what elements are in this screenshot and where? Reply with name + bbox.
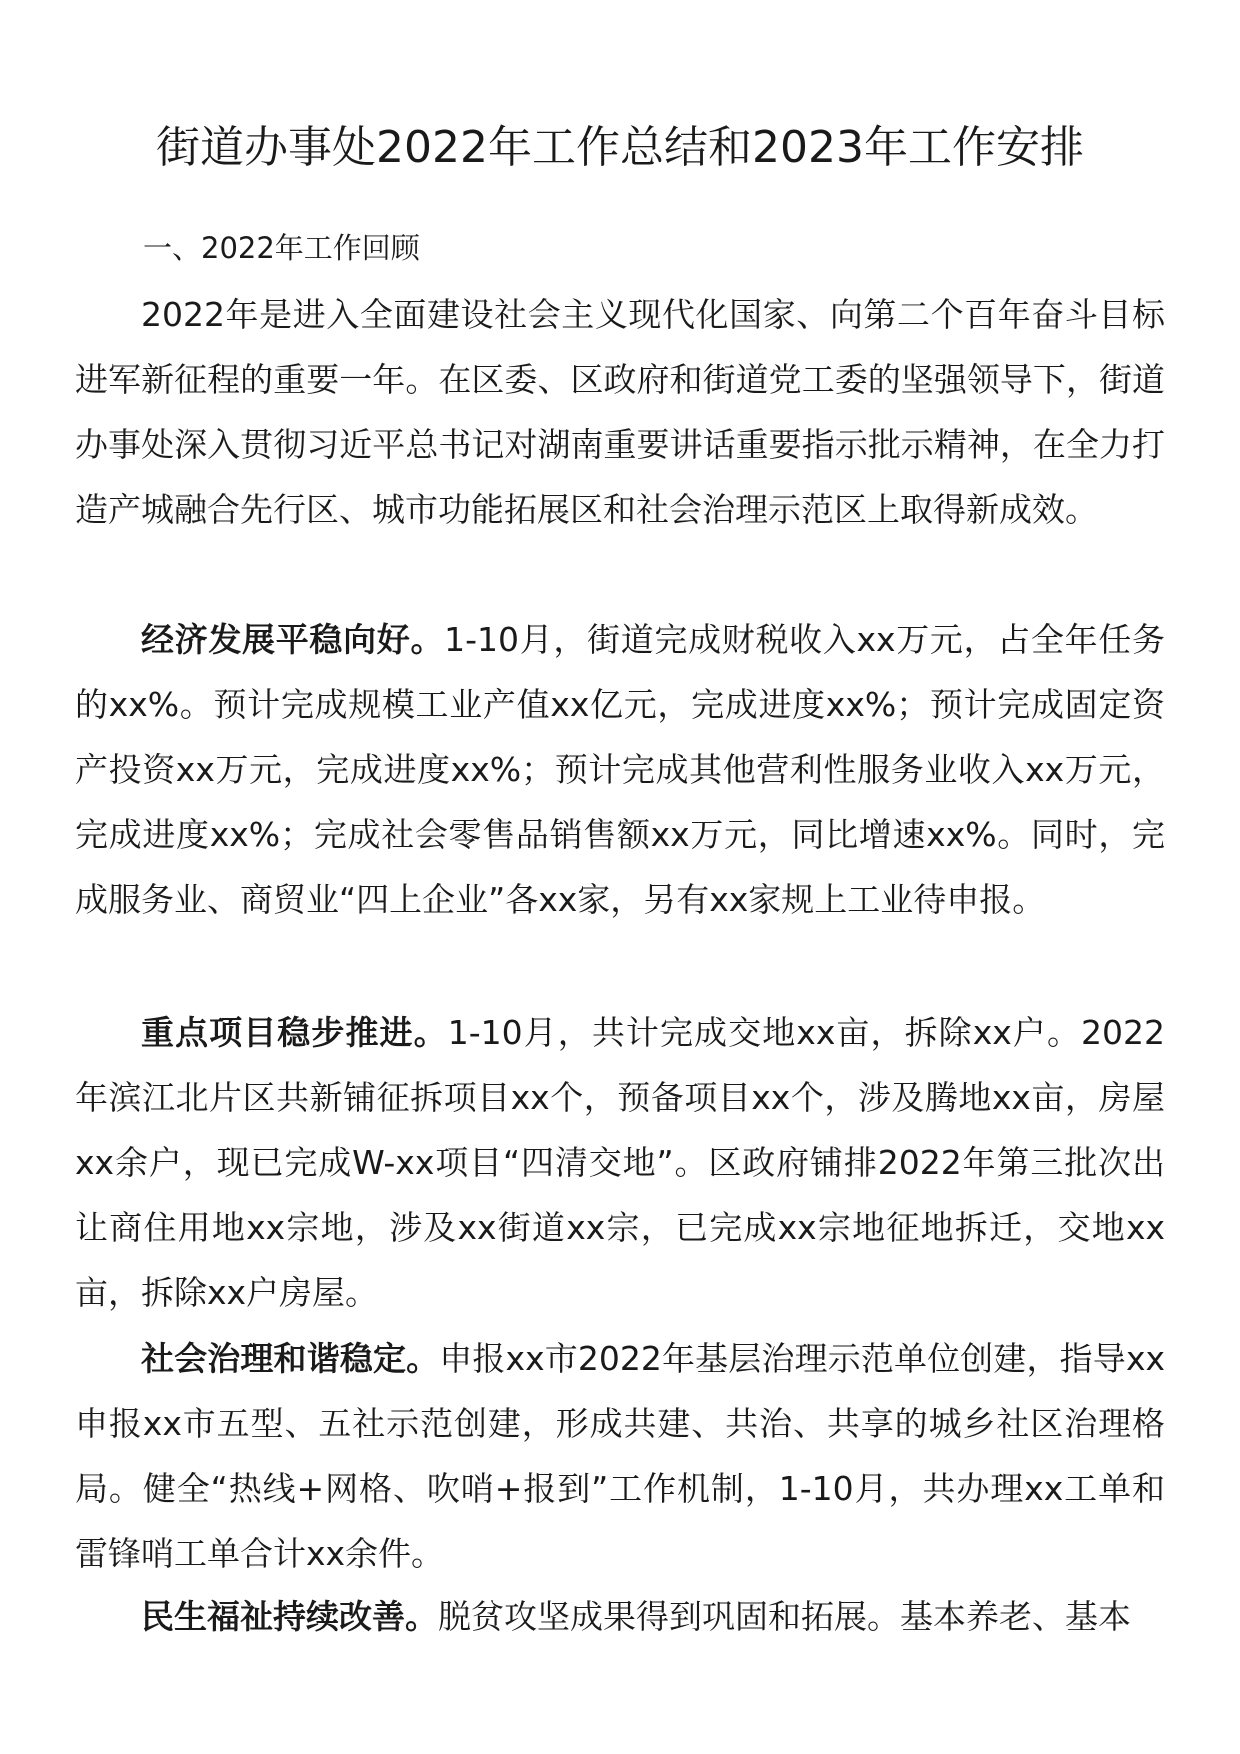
- paragraph-text: 脱贫攻坚成果得到巩固和拓展。基本养老、基本: [438, 1597, 1131, 1636]
- paragraph-text: 1-10月，街道完成财税收入xx万元，占全年任务的xx%。预计完成规模工业产值xx亿元，完成进度xx%；预计完成固定资产投资xx万元，完成进度xx%；预计完成其他营利性服务业收入xx万元，完成进度xx%；完成社会零售品销售额xx万元，同比增速xx%。同时，完成服务业、商贸业“四上企业”各xx家，另有xx家规上工业待申报。: [75, 620, 1166, 919]
- paragraph-lead: 重点项目稳步推进。: [141, 1013, 448, 1052]
- paragraph-livelihood: [75, 1584, 1165, 1649]
- section-heading: 一、2022年工作回顾: [143, 231, 420, 265]
- paragraph-text: 申报xx市2022年基层治理示范单位创建，指导xx申报xx市五型、五社示范创建，形成共建、共治、共享的城乡社区治理格局。健全“热线+网格、吹哨+报到”工作机制，1-10月，共办理xx工单和雷锋哨工单合计xx余件。: [75, 1339, 1166, 1573]
- paragraph-governance: [75, 1326, 1165, 1586]
- paragraph-intro: [75, 282, 1165, 542]
- paragraph-lead: 社会治理和谐稳定。: [141, 1339, 440, 1378]
- paragraph-text: 2022年是进入全面建设社会主义现代化国家、向第二个百年奋斗目标进军新征程的重要一年。在区委、区政府和街道党工委的坚强领导下，街道办事处深入贯彻习近平总书记对湖南重要讲话重要指示批示精神，在全力打造产城融合先行区、城市功能拓展区和社会治理示范区上取得新成效。: [75, 295, 1165, 529]
- document-title: 街道办事处2022年工作总结和2023年工作安排: [156, 122, 1084, 173]
- paragraph-text: 1-10月，共计完成交地xx亩，拆除xx户。2022年滨江北片区共新铺征拆项目xx个，预备项目xx个，涉及腾地xx亩，房屋xx余户，现已完成W-xx项目“四清交地”。区政府铺排2022年第三批次出让商住用地xx宗地，涉及xx街道xx宗，已完成xx宗地征地拆迁，交地xx亩，拆除xx户房屋。: [75, 1013, 1166, 1312]
- paragraph-lead: 民生福祉持续改善。: [141, 1597, 438, 1636]
- paragraph-economy: [75, 607, 1165, 932]
- paragraph-projects: [75, 1000, 1165, 1325]
- paragraph-lead: 经济发展平稳向好。: [141, 620, 445, 659]
